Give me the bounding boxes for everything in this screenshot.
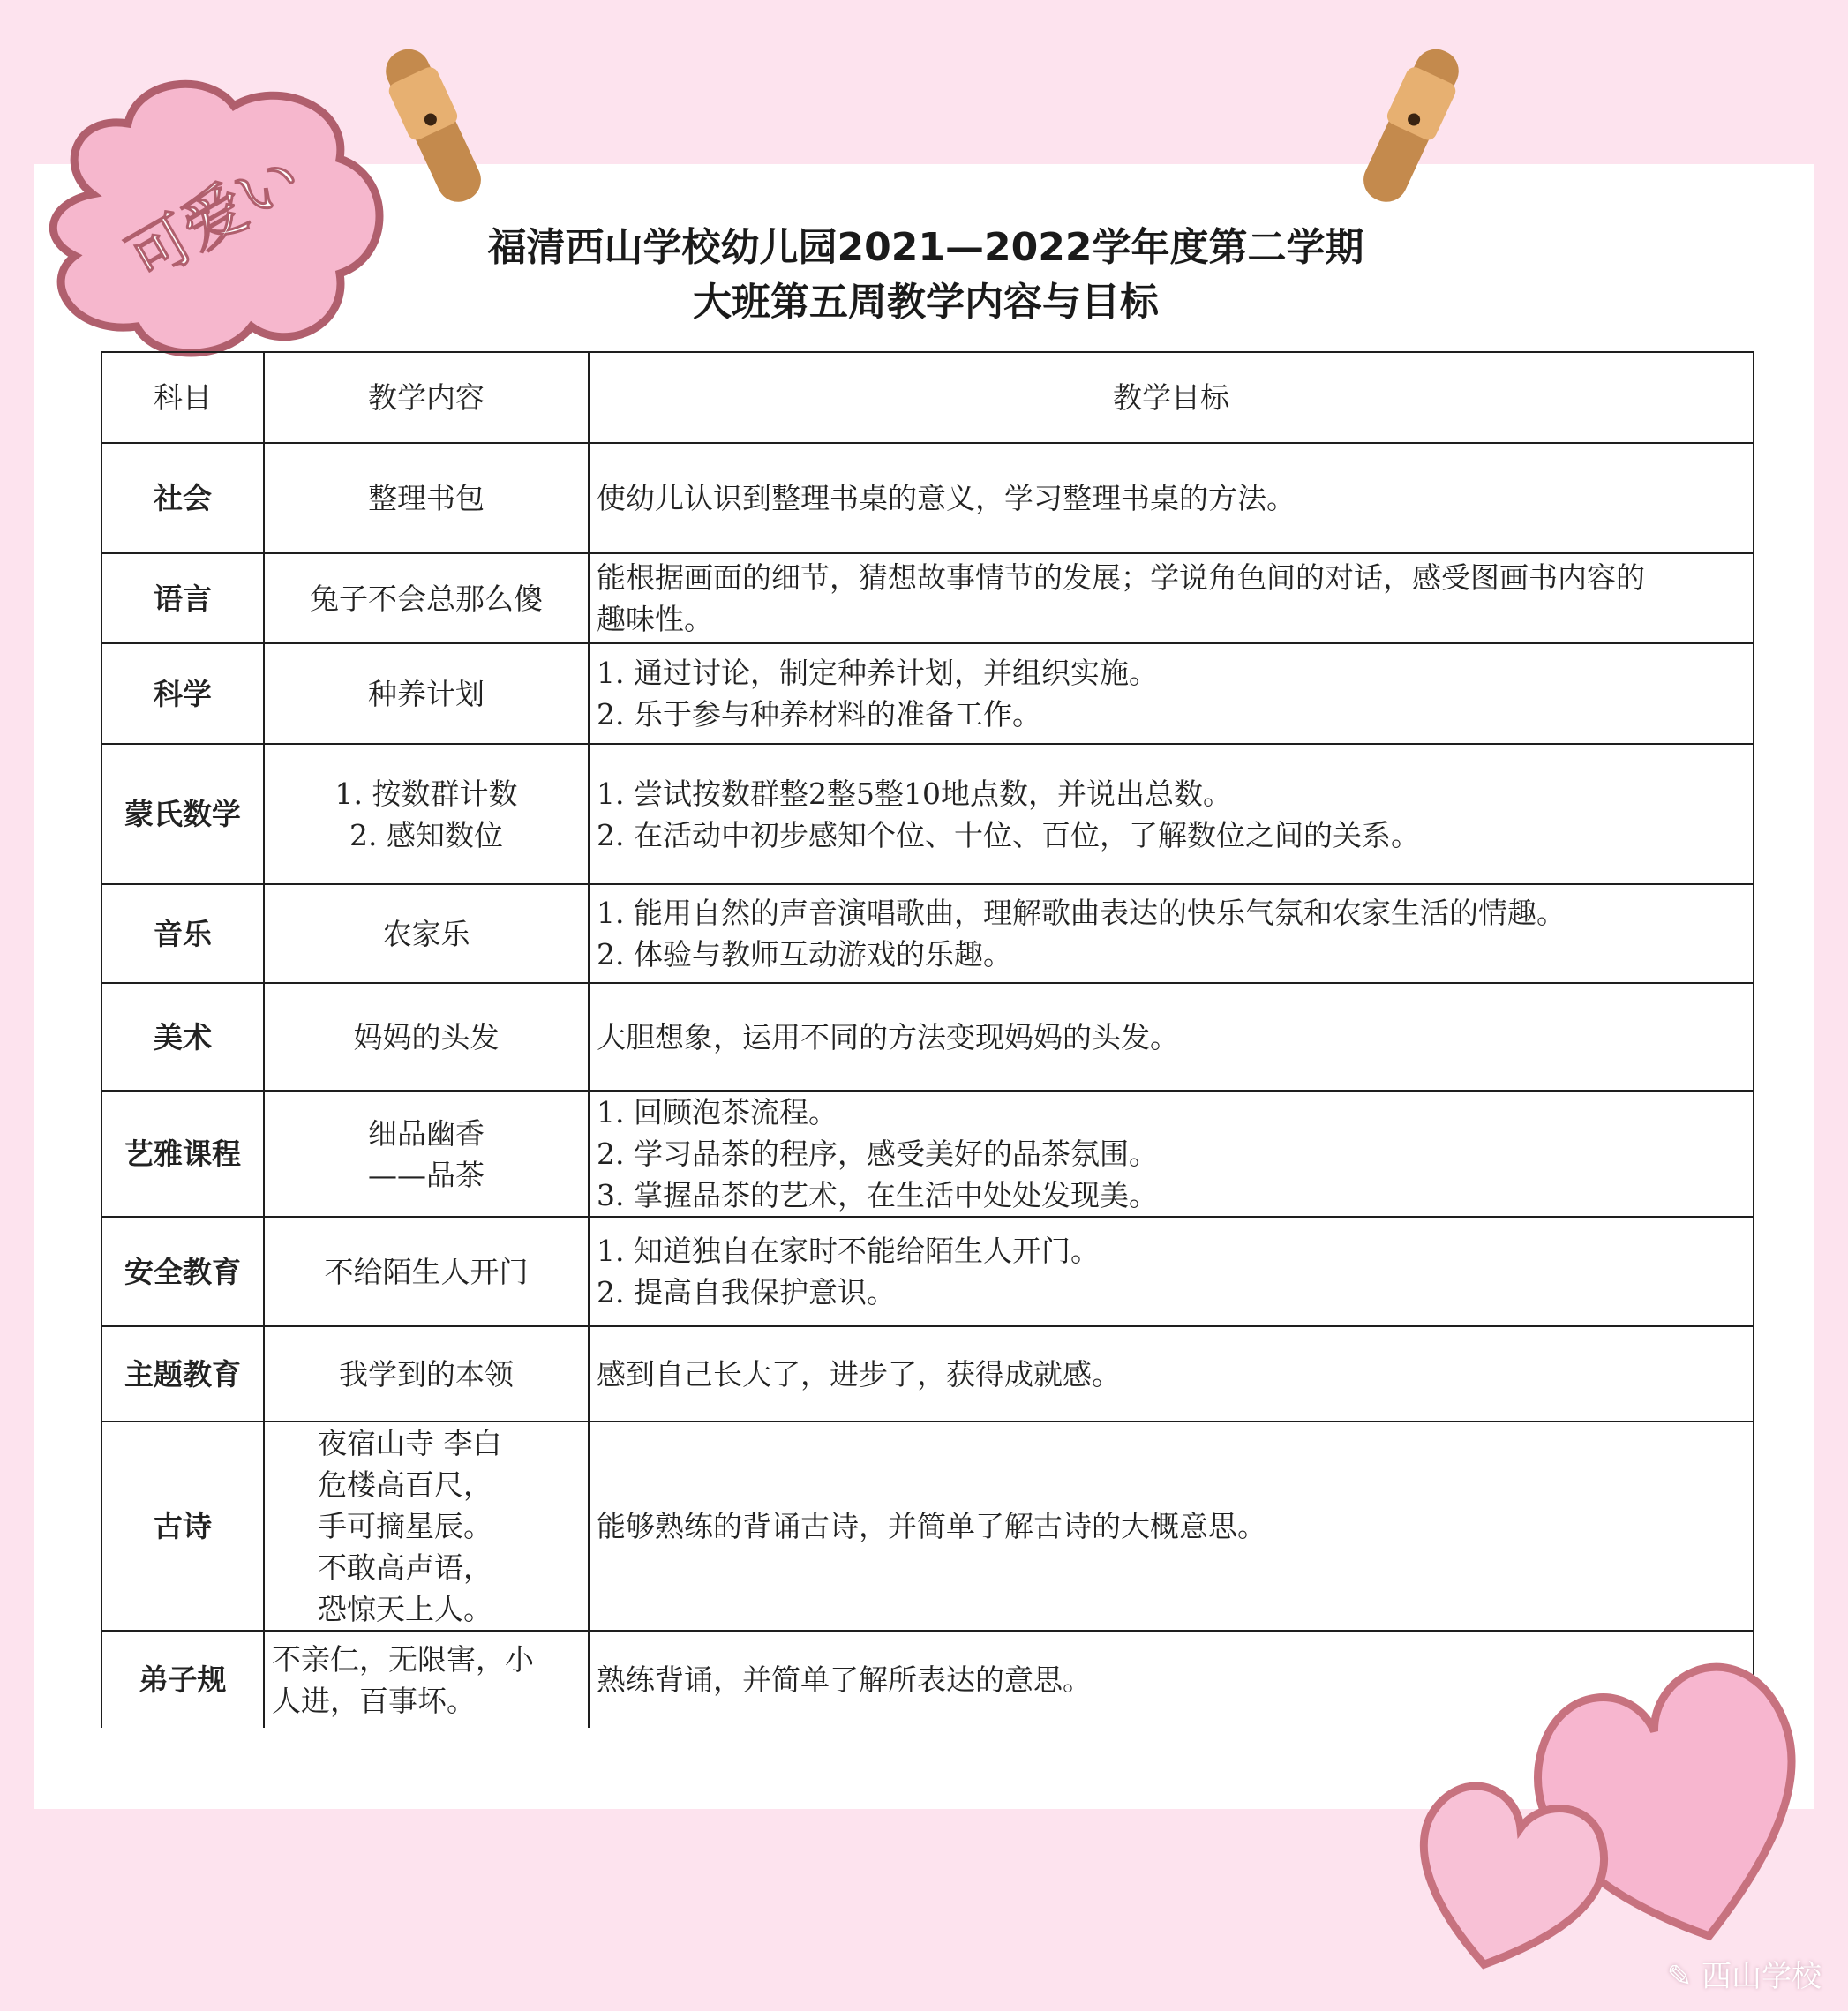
table-row	[101, 1326, 1754, 1422]
header-subject: 科目	[101, 352, 264, 443]
content-cell: 1. 按数群计数 2. 感知数位	[264, 744, 589, 884]
table-row	[101, 744, 1754, 884]
goal-cell: 感到自己长大了，进步了，获得成就感。	[589, 1326, 1754, 1422]
goal-cell: 1. 回顾泡茶流程。 2. 学习品茶的程序，感受美好的品茶氛围。 3. 掌握品茶的艺术，在生活中处处发现美。	[589, 1091, 1754, 1217]
content-cell: 兔子不会总那么傻	[264, 553, 589, 643]
goal-cell: 能够熟练的背诵古诗，并简单了解古诗的大概意思。	[589, 1422, 1754, 1631]
subject-cell: 蒙氏数学	[101, 744, 264, 884]
goal-cell: 大胆想象，运用不同的方法变现妈妈的头发。	[589, 983, 1754, 1091]
title-line-1: 福清西山学校幼儿园2021—2022学年度第二学期	[487, 225, 1364, 270]
subject-cell: 语言	[101, 553, 264, 643]
heart-icon	[1377, 1606, 1818, 1977]
content-cell: 我学到的本领	[264, 1326, 589, 1422]
table-row	[101, 443, 1754, 553]
badge-text: 可爱い	[116, 139, 313, 296]
goal-cell: 1. 知道独自在家时不能给陌生人开门。 2. 提高自我保护意识。	[589, 1217, 1754, 1326]
table-row	[101, 553, 1754, 643]
schedule-table	[101, 351, 1754, 1728]
content-cell: 夜宿山寺 李白 危楼高百尺， 手可摘星辰。 不敢高声语， 恐惊天上人。	[264, 1422, 589, 1631]
subject-cell: 艺雅课程	[101, 1091, 264, 1217]
school-logo-icon: ✎	[1666, 1959, 1693, 1994]
header-goals: 教学目标	[589, 352, 1754, 443]
subject-cell: 科学	[101, 643, 264, 744]
table-row	[101, 983, 1754, 1091]
table-row	[101, 884, 1754, 983]
wooden-clip-icon	[1350, 35, 1474, 212]
subject-cell: 安全教育	[101, 1217, 264, 1326]
content-cell: 细品幽香 ——品茶	[264, 1091, 589, 1217]
page-title	[101, 221, 1751, 351]
content-cell: 农家乐	[264, 884, 589, 983]
school-watermark	[1667, 1952, 1822, 1995]
content-cell: 不亲仁，无限害，小 人进，百事坏。	[264, 1631, 589, 1728]
goal-cell: 1. 通过讨论，制定种养计划，并组织实施。 2. 乐于参与种养材料的准备工作。	[589, 643, 1754, 744]
title-line-2: 大班第五周教学内容与目标	[693, 280, 1159, 325]
content-cell: 妈妈的头发	[264, 983, 589, 1091]
table-row	[101, 1217, 1754, 1326]
content-cell: 不给陌生人开门	[264, 1217, 589, 1326]
goal-cell: 1. 能用自然的声音演唱歌曲，理解歌曲表达的快乐气氛和农家生活的情趣。 2. 体验与教师互动游戏的乐趣。	[589, 884, 1754, 983]
header-content: 教学内容	[264, 352, 589, 443]
table-row	[101, 1422, 1754, 1631]
goal-cell: 能根据画面的细节，猜想故事情节的发展；学说角色间的对话，感受图画书内容的 趣味性。	[589, 553, 1754, 643]
subject-cell: 古诗	[101, 1422, 264, 1631]
content-cell: 整理书包	[264, 443, 589, 553]
subject-cell: 美术	[101, 983, 264, 1091]
goal-cell: 熟练背诵，并简单了解所表达的意思。	[589, 1631, 1754, 1728]
goal-cell: 使幼儿认识到整理书桌的意义，学习整理书桌的方法。	[589, 443, 1754, 553]
subject-cell: 社会	[101, 443, 264, 553]
content-cell: 种养计划	[264, 643, 589, 744]
subject-cell: 主题教育	[101, 1326, 264, 1422]
table-row	[101, 1091, 1754, 1217]
goal-cell: 1. 尝试按数群整2整5整10地点数，并说出总数。 2. 在活动中初步感知个位、十位、百位，了解数位之间的关系。	[589, 744, 1754, 884]
table-row	[101, 643, 1754, 744]
watermark-text: 西山学校	[1702, 1959, 1822, 1994]
subject-cell: 音乐	[101, 884, 264, 983]
subject-cell: 弟子规	[101, 1631, 264, 1728]
